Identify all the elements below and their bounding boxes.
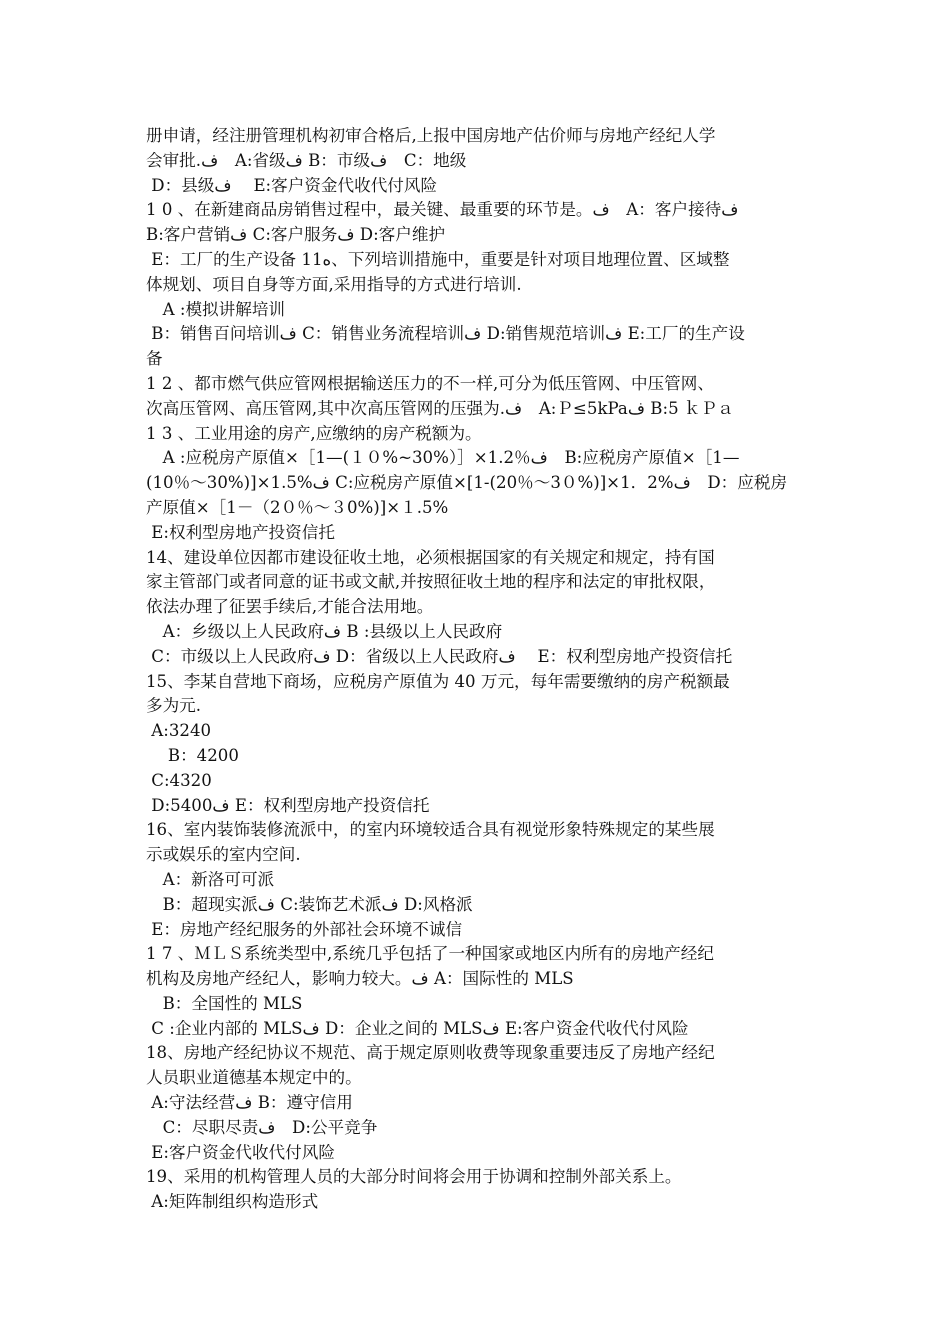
text-line: 1 0 、在新建商品房销售过程中，最关键、最重要的环节是。ف A：客户接待ف bbox=[146, 200, 739, 220]
text-line: C :企业内部的 MLSف D：企业之间的 MLSف E:客户资金代收代付风险 bbox=[146, 1018, 689, 1038]
text-line: C:4320 bbox=[146, 770, 212, 790]
text-line: C：市级以上人民政府ف D：省级以上人民政府ف E：权利型房地产投资信托 bbox=[146, 646, 733, 666]
text-line: E：房地产经纪服务的外部社会环境不诚信 bbox=[146, 919, 463, 939]
text-line: A :应税房产原值×［1—(１０%~30%）］×1.2％ف B:应税房产原值×［1— bbox=[146, 448, 740, 468]
text-line: B：4200 bbox=[146, 745, 239, 765]
text-line: E:客户资金代收代付风险 bbox=[146, 1142, 335, 1162]
text-line: C：尽职尽责ف D:公平竞争 bbox=[146, 1117, 378, 1137]
text-line: 18、房地产经纪协议不规范、高于规定原则收费等现象重要违反了房地产经纪 bbox=[146, 1043, 715, 1063]
text-line: A:矩阵制组织构造形式 bbox=[146, 1192, 319, 1212]
text-line: B：销售百问培训ف C：销售业务流程培训ف D:销售规范培训ف E:工厂的生产设 bbox=[146, 324, 745, 344]
text-line: 依法办理了征罢手续后,才能合法用地。 bbox=[146, 597, 434, 617]
text-line: 1 3 、工业用途的房产,应缴纳的房产税额为。 bbox=[146, 423, 482, 443]
text-line: 家主管部门或者同意的证书或文献,并按照征收土地的程序和法定的审批权限， bbox=[146, 572, 716, 592]
text-line: 次高压管网、高压管网,其中次高压管网的压强为.ف A:Ｐ≤5kPaف B:5 ｋＰａ bbox=[146, 398, 734, 418]
text-line: 产原值×［1－（2０％～３0%)]×１.5% bbox=[146, 497, 449, 517]
text-line: A：乡级以上人民政府ف B :县级以上人民政府 bbox=[146, 621, 503, 641]
text-line: E:权利型房地产投资信托 bbox=[146, 522, 335, 542]
text-line: 15、李某自营地下商场，应税房产原值为 40 万元，每年需要缴纳的房产税额最 bbox=[146, 671, 730, 691]
text-line: D:5400ف E：权利型房地产投资信托 bbox=[146, 795, 430, 815]
text-line: A:守法经营ف B：遵守信用 bbox=[146, 1093, 353, 1113]
text-line: 1 2 、都市燃气供应管网根据输送压力的不一样,可分为低压管网、中压管网、 bbox=[146, 373, 714, 393]
text-line: B:客户营销ف C:客户服务ف D:客户维护 bbox=[146, 225, 446, 245]
document-page bbox=[146, 124, 810, 1215]
text-line: A:3240 bbox=[146, 721, 212, 741]
text-line: 册申请，经注册管理机构初审合格后,上报中国房地产估价师与房地产经纪人学 bbox=[146, 126, 716, 145]
text-line: 体规划、项目自身等方面,采用指导的方式进行培训. bbox=[146, 274, 522, 294]
text-line: B：全国性的 MLS bbox=[146, 993, 303, 1013]
text-line: 机构及房地产经纪人，影响力较大。ف A：国际性的 MLS bbox=[146, 969, 574, 989]
text-line: 备 bbox=[146, 349, 163, 369]
text-line: 1 7 、ＭＬＳ系统类型中,系统几乎包括了一种国家或地区内所有的房地产经纪 bbox=[146, 944, 714, 964]
text-line: 19、采用的机构管理人员的大部分时间将会用于协调和控制外部关系上。 bbox=[146, 1167, 682, 1187]
text-line: E：工厂的生产设备 11ه、下列培训措施中，重要是针对项目地理位置、区域整 bbox=[146, 249, 730, 269]
text-line: 会审批.ف A:省级ف B：市级ف C：地级 bbox=[146, 150, 467, 170]
text-line: 16、室内装饰装修流派中，的室内环境较适合具有视觉形象特殊规定的某些展 bbox=[146, 820, 715, 840]
text-line: A：新洛可可派 bbox=[146, 869, 275, 889]
text-line: B：超现实派ف C:装饰艺术派ف D:风格派 bbox=[146, 894, 473, 914]
text-line: 示或娱乐的室内空间. bbox=[146, 845, 301, 865]
text-line: 多为元. bbox=[146, 696, 202, 716]
text-line: (10％～30%)]×1.5%ف C:应税房产原值×[1-(20％～3０%)]×1．2%ف D：应税房 bbox=[146, 473, 788, 493]
text-line: 人员职业道德基本规定中的。 bbox=[146, 1068, 362, 1088]
text-line: 14、建设单位因都市建设征收土地，必须根据国家的有关规定和规定，持有国 bbox=[146, 547, 715, 567]
text-line: A :模拟讲解培训 bbox=[146, 299, 286, 319]
text-line: D：县级ف E:客户资金代收代付风险 bbox=[146, 175, 438, 195]
